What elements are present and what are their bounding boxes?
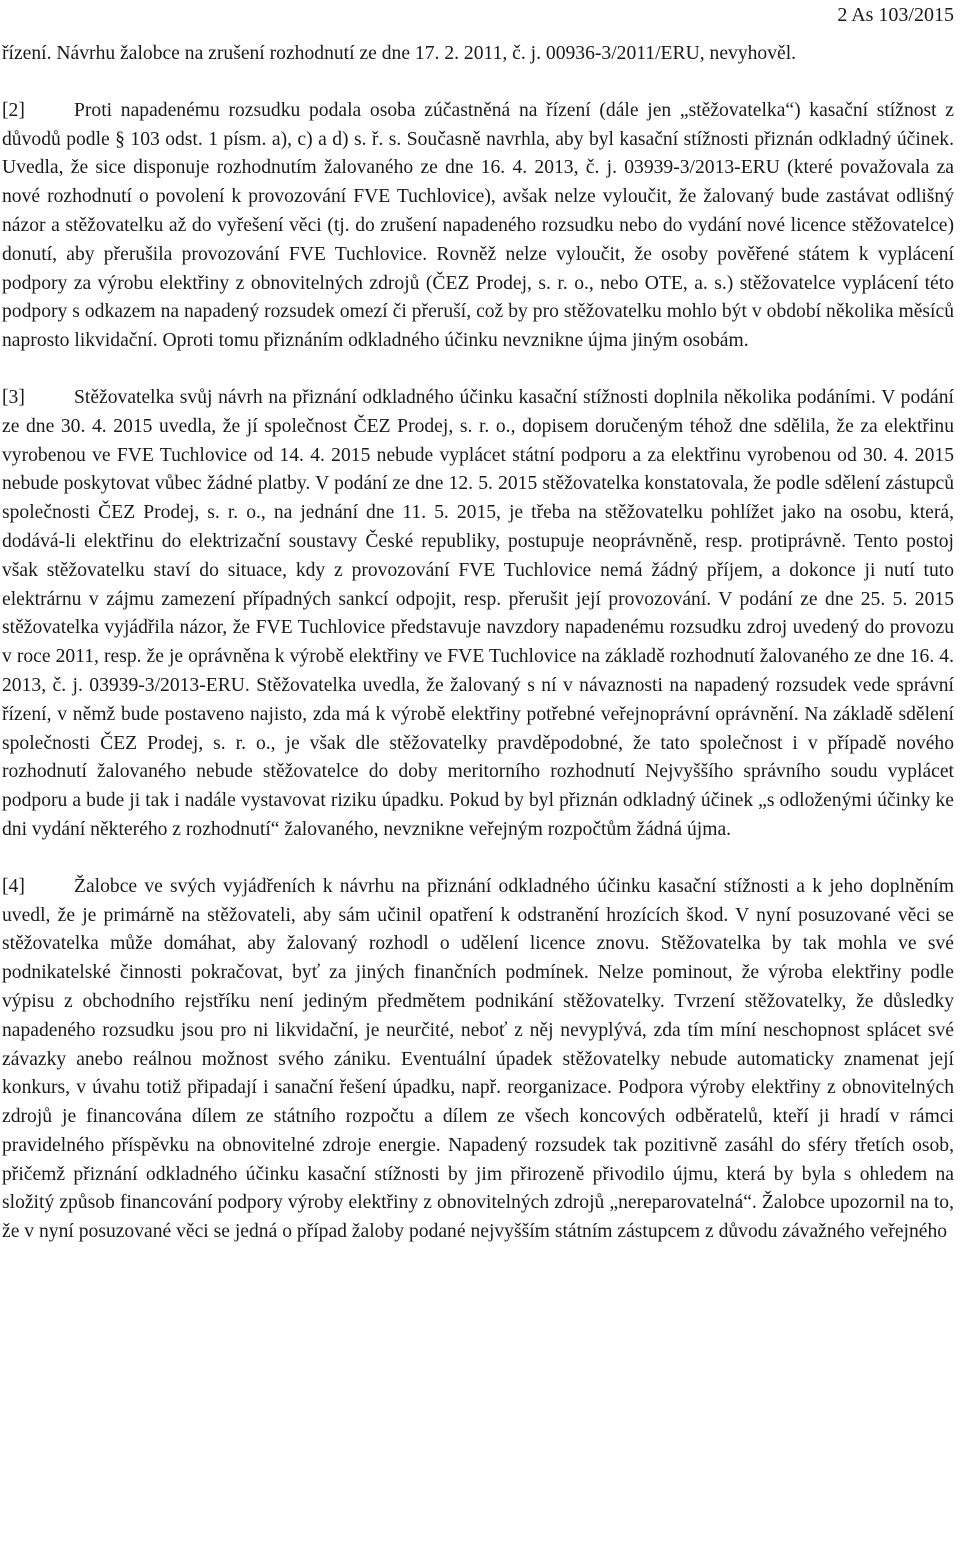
paragraph-2 [2,97,954,356]
document-body [2,40,954,1247]
paragraph-text: řízení. Návrhu žalobce na zrušení rozhodnutí ze dne 17. 2. 2011, č. j. 00936-3/2011/ERU, nevyhověl. [2,43,797,64]
paragraph-text: Stěžovatelka svůj návrh na přiznání odkladného účinku kasační stížnosti doplnila několika podáními. V podání ze dne 30. 4. 2015 uvedla, že jí společnost ČEZ Prodej, s. r. o., dopisem doručeným téhož dne sdělila, že za elektřinu vyrobenou ve FVE Tuchlovice od 14. 4. 2015 nebude vyplácet státní podporu a za elektřinu vyrobenou od 30. 4. 2015 nebude poskytovat vůbec žádné platby. V podání ze dne 12. 5. 2015 stěžovatelka konstatovala, že podle sdělení zástupců společnosti ČEZ Prodej, s. r. o., na jednání dne 11. 5. 2015, je třeba na stěžovatelku pohlížet jako na osobu, která, dodává-li elektřinu do elektrizační soustavy České republiky, postupuje neoprávněně, resp. protiprávně. Tento postoj však stěžovatelku staví do situace, kdy z provozování FVE Tuchlovice nemá žádný příjem, a dokonce ji nutí tuto elektrárnu v zájmu zamezení případných sankcí odpojit, resp. přerušit její provozování. V podání ze dne 25. 5. 2015 stěžovatelka vyjádřila názor, že FVE Tuchlovice představuje navzdory napadenému rozsudku zdroj uvedený do provozu v roce 2011, resp. že je oprávněna k výrobě elektřiny ve FVE Tuchlovice na základě rozhodnutí žalovaného ze dne 16. 4. 2013, č. j. 03939-3/2013-ERU. Stěžovatelka uvedla, že žalovaný s ní v návaznosti na napadený rozsudek vede správní řízení, v němž bude postaveno najisto, zda má k výrobě elektřiny potřebné veřejnoprávní oprávnění. Na základě sdělení společnosti ČEZ Prodej, s. r. o., je však dle stěžovatelky pravděpodobné, že tato společnost i v případě nového rozhodnutí žalovaného nebude stěžovatelce do doby meritorního rozhodnutí Nejvyššího správního soudu vyplácet podporu a bude ji tak i nadále vystavovat riziku úpadku. Pokud by byl přiznán odkladný účinek „s odloženými účinky ke dni vydání některého z rozhodnutí“ žalovaného, nevznikne veřejným rozpočtům žádná újma. [2,386,954,840]
paragraph-number: [3] [2,386,25,408]
paragraph-number: [2] [2,99,25,121]
paragraph-3 [2,384,954,845]
paragraph-1 [2,40,954,69]
paragraph-4 [2,873,954,1247]
paragraph-text: Žalobce ve svých vyjádřeních k návrhu na přiznání odkladného účinku kasační stížnosti a k jeho doplněním uvedl, že je primárně na stěžovateli, aby sám učinil opatření k odstranění hrozících škod. V nyní posuzované věci se stěžovatelka může domáhat, aby žalovaný rozhodl o udělení licence znovu. Stěžovatelka by tak mohla ve své podnikatelské činnosti pokračovat, byť za jiných finančních podmínek. Nelze pominout, že výroba elektřiny podle výpisu z obchodního rejstříku není jediným předmětem podnikání stěžovatelky. Tvrzení stěžovatelky, že důsledky napadeného rozsudku jsou pro ni likvidační, je neurčité, neboť z něj nevyplývá, zda tím míní neschopnost splácet své závazky anebo reálnou možnost svého zániku. Eventuální úpadek stěžovatelky nebude automaticky znamenat její konkurs, v úvahu totiž připadají i sanační řešení úpadku, např. reorganizace. Podpora výroby elektřiny z obnovitelných zdrojů je financována dílem ze státního rozpočtu a dílem ze všech koncových odběratelů, kteří ji hradí v rámci pravidelného příspěvku na obnovitelné zdroje energie. Napadený rozsudek tak pozitivně zasáhl do sféry třetích osob, přičemž přiznání odkladného účinku kasační stížnosti by jim přirozeně přivodilo újmu, která by byla s ohledem na složitý způsob financování podpory výroby elektřiny z obnovitelných zdrojů „nereparovatelná“. Žalobce upozornil na to, že v nyní posuzované věci se jedná o případ žaloby podané nejvyšším státním zástupcem z důvodu závažného veřejného [2,875,954,1243]
paragraph-number: [4] [2,875,25,897]
paragraph-text: Proti napadenému rozsudku podala osoba zúčastněná na řízení (dále jen „stěžovatelka“) kasační stížnost z důvodů podle § 103 odst. 1 písm. a), c) a d) s. ř. s. Současně navrhla, aby byl kasační stížnosti přiznán odkladný účinek. Uvedla, že sice disponuje rozhodnutím žalovaného ze dne 16. 4. 2013, č. j. 03939-3/2013-ERU (které považovala za nové rozhodnutí o povolení k provozování FVE Tuchlovice), avšak nelze vyloučit, že žalovaný bude zastávat odlišný názor a stěžovatelku až do vyřešení věci (tj. do zrušení napadeného rozsudku nebo do vydání nové licence stěžovatelce) donutí, aby přerušila provozování FVE Tuchlovice. Rovněž nelze vyloučit, že osoby pověřené státem k vyplácení podpory za výrobu elektřiny z obnovitelných zdrojů (ČEZ Prodej, s. r. o., nebo OTE, a. s.) stěžovatelce vyplácení této podpory s odkazem na napadený rozsudek omezí či přeruší, což by pro stěžovatelku mohlo být v období několika měsíců naprosto likvidační. Oproti tomu přiznáním odkladného účinku nevznikne újma jiným osobám. [2,99,954,352]
case-number: 2 As 103/2015 [837,4,954,26]
